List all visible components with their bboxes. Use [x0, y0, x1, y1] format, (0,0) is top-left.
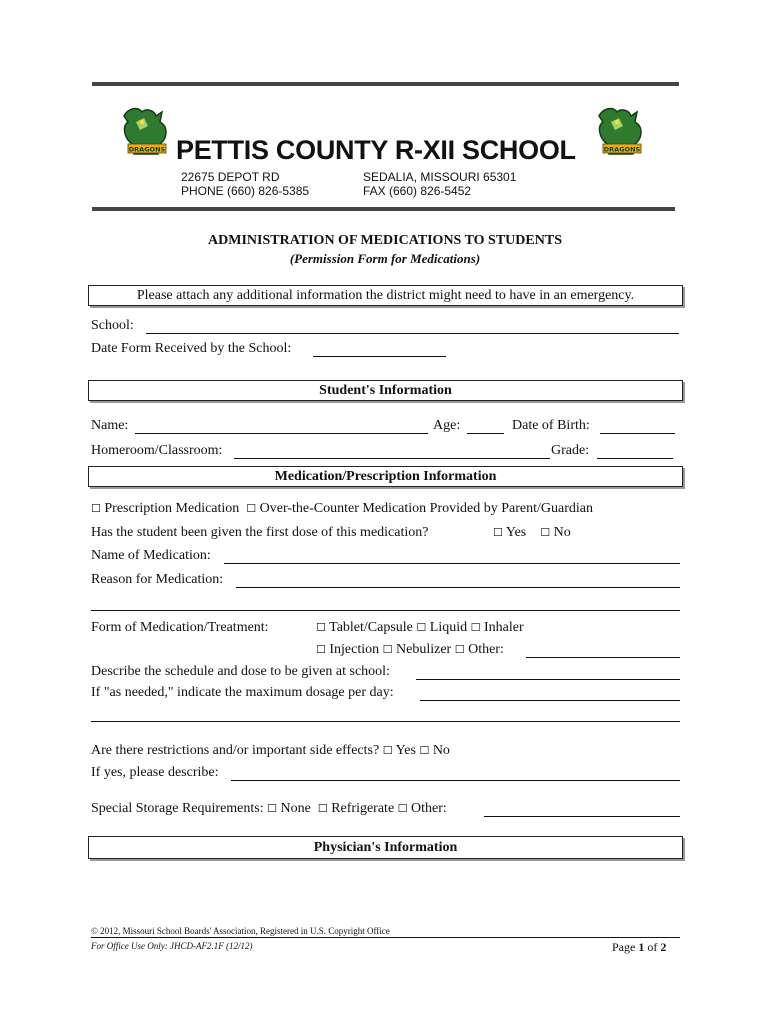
emergency-notice: Please attach any additional information the district might need to have in an emergency. — [88, 285, 683, 306]
storage-label: Special Storage Requirements: — [91, 801, 264, 816]
footer-rule — [91, 937, 680, 938]
school-label: School: — [91, 318, 134, 333]
tablet-checkbox[interactable]: ☐ — [316, 621, 326, 634]
reason-label: Reason for Medication: — [91, 572, 224, 587]
injection-checkbox[interactable]: ☐ — [316, 643, 326, 656]
copyright-notice: © 2012, Missouri School Boards' Association, Registered in U.S. Copyright Office — [91, 926, 390, 936]
date-received-field[interactable] — [313, 342, 446, 357]
liquid-checkbox[interactable]: ☐ — [416, 621, 427, 634]
storage-row — [91, 801, 447, 817]
form-other-checkbox[interactable]: ☐ — [454, 643, 465, 656]
first-dose-no-label: No — [553, 525, 571, 540]
age-field[interactable] — [467, 419, 504, 434]
first-dose-options — [493, 525, 571, 541]
form-other-field[interactable] — [526, 643, 680, 658]
medication-type-row — [91, 501, 593, 517]
form-title: ADMINISTRATION OF MEDICATIONS TO STUDENTS — [208, 233, 562, 248]
grade-field[interactable] — [597, 444, 673, 459]
restrictions-no-label: No — [432, 743, 450, 758]
dragon-logo-right — [593, 104, 651, 162]
date-received-label: Date Form Received by the School: — [91, 341, 292, 356]
refrigerate-label: Refrigerate — [331, 801, 395, 816]
prescription-label: Prescription Medication — [104, 501, 240, 516]
logo-text: DRAGONS — [603, 145, 641, 154]
tablet-label: Tablet/Capsule — [329, 620, 413, 635]
page-current: 1 — [638, 940, 645, 954]
page-total: 2 — [660, 940, 667, 954]
header-bottom-rule — [92, 207, 675, 211]
medication-info-heading: Medication/Prescription Information — [88, 466, 683, 487]
storage-none-checkbox[interactable]: ☐ — [267, 802, 277, 815]
form-subtitle: (Permission Form for Medications) — [289, 251, 481, 266]
otc-label: Over-the-Counter Medication Provided by Parent/Guardian — [259, 501, 593, 516]
dragon-logo-left — [118, 104, 176, 162]
storage-other-checkbox[interactable]: ☐ — [397, 802, 408, 815]
first-dose-no-checkbox[interactable]: ☐ — [540, 526, 551, 539]
reason-field[interactable] — [236, 573, 680, 588]
dob-label: Date of Birth: — [512, 418, 590, 433]
storage-other-field[interactable] — [484, 802, 680, 817]
restrictions-no-checkbox[interactable]: ☐ — [419, 744, 430, 757]
schedule-label: Describe the schedule and dose to be given at school: — [91, 664, 390, 679]
restrictions-yes-checkbox[interactable]: ☐ — [382, 744, 393, 757]
storage-other-label: Other: — [411, 801, 447, 816]
inhaler-checkbox[interactable]: ☐ — [470, 621, 481, 634]
as-needed-field[interactable] — [420, 686, 680, 701]
otc-checkbox[interactable]: ☐ — [246, 502, 257, 515]
form-options-row2 — [316, 642, 504, 658]
phone-number: PHONE (660) 826-5385 — [181, 184, 310, 198]
student-info-heading: Student's Information — [88, 380, 683, 401]
inhaler-label: Inhaler — [484, 620, 524, 635]
schedule-field[interactable] — [416, 665, 680, 680]
page-prefix: Page — [612, 940, 639, 954]
form-options-row1 — [316, 620, 524, 636]
homeroom-field[interactable] — [234, 444, 550, 459]
physician-info-heading: Physician's Information — [88, 836, 683, 859]
dob-field[interactable] — [600, 419, 675, 434]
first-dose-yes-checkbox[interactable]: ☐ — [493, 526, 503, 539]
injection-label: Injection — [329, 642, 380, 657]
age-label: Age: — [433, 418, 461, 433]
school-name: PETTIS COUNTY R-XII SCHOOL — [176, 135, 576, 165]
nebulizer-checkbox[interactable]: ☐ — [382, 643, 393, 656]
first-dose-yes-label: Yes — [505, 525, 527, 540]
header-top-rule — [92, 82, 679, 86]
form-of-medication-label: Form of Medication/Treatment: — [91, 620, 269, 635]
grade-label: Grade: — [551, 443, 590, 458]
office-use-note: For Office Use Only: JHCD-AF2.1F (12/12) — [91, 941, 253, 951]
logo-text: DRAGONS — [128, 145, 166, 154]
describe-label: If yes, please describe: — [91, 765, 219, 780]
page-of: of — [644, 940, 661, 954]
restrictions-yes-label: Yes — [395, 743, 416, 758]
storage-none-label: None — [280, 801, 311, 816]
fax-number: FAX (660) 826-5452 — [363, 184, 472, 198]
student-name-field[interactable] — [135, 419, 428, 434]
address-line: 22675 DEPOT RD — [181, 170, 280, 184]
first-dose-question: Has the student been given the first dose of this medication? — [91, 525, 429, 540]
name-label: Name: — [91, 418, 129, 433]
homeroom-label: Homeroom/Classroom: — [91, 443, 223, 458]
as-needed-label: If "as needed," indicate the maximum dosage per day: — [91, 685, 394, 700]
restrictions-question: Are there restrictions and/or important side effects? — [91, 743, 380, 758]
school-field[interactable] — [146, 319, 679, 334]
medication-name-label: Name of Medication: — [91, 548, 211, 563]
prescription-checkbox[interactable]: ☐ — [91, 502, 101, 515]
as-needed-field-line2[interactable] — [91, 707, 680, 722]
liquid-label: Liquid — [429, 620, 468, 635]
reason-field-line2[interactable] — [91, 596, 680, 611]
page-number — [612, 940, 666, 955]
city-state-zip: SEDALIA, MISSOURI 65301 — [363, 170, 517, 184]
nebulizer-label: Nebulizer — [396, 642, 452, 657]
form-other-label: Other: — [468, 642, 504, 657]
medication-name-field[interactable] — [224, 549, 680, 564]
restrictions-row — [91, 743, 450, 759]
describe-field[interactable] — [231, 766, 680, 781]
refrigerate-checkbox[interactable]: ☐ — [317, 802, 328, 815]
